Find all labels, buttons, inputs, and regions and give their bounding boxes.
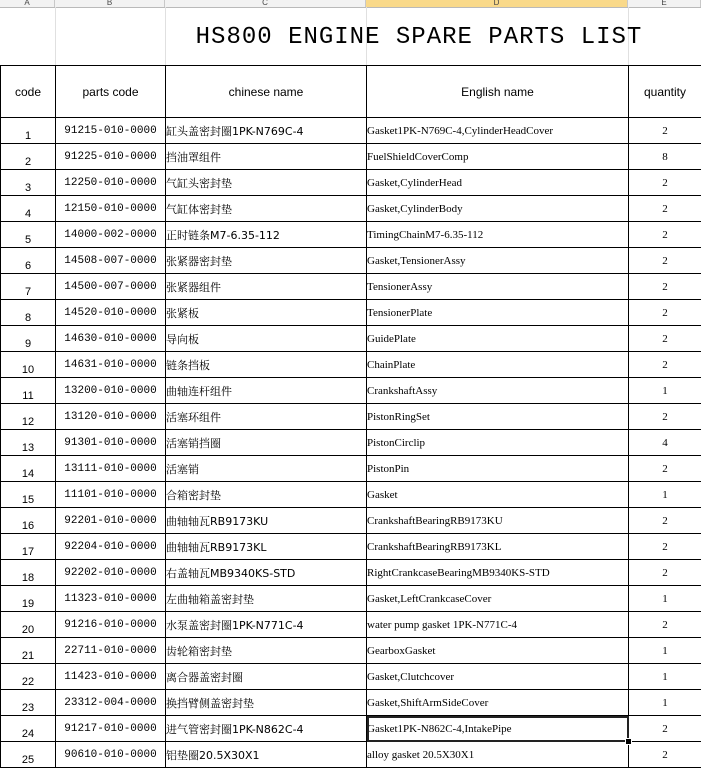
cell-code[interactable]: 11: [1, 378, 56, 404]
cell-chinese-name[interactable]: 挡油罩组件: [166, 144, 367, 170]
table-row: [1, 612, 701, 638]
cell-code[interactable]: 3: [1, 170, 56, 196]
cell-quantity[interactable]: 2: [629, 196, 701, 222]
cell-chinese-name[interactable]: 链条挡板: [166, 352, 367, 378]
cell-parts-code[interactable]: 11323-010-0000: [56, 586, 166, 612]
cell-code[interactable]: 13: [1, 430, 56, 456]
cell-parts-code[interactable]: 14631-010-0000: [56, 352, 166, 378]
cell-english-name[interactable]: GearboxGasket: [367, 638, 629, 664]
cell-parts-code[interactable]: 90610-010-0000: [56, 742, 166, 768]
cell-english-name[interactable]: Gasket,ShiftArmSideCover: [367, 690, 629, 716]
cell-code[interactable]: 23: [1, 690, 56, 716]
cell-quantity[interactable]: 2: [629, 300, 701, 326]
cell-english-name[interactable]: ChainPlate: [367, 352, 629, 378]
column-letter-b[interactable]: B: [55, 0, 165, 7]
cell-english-name[interactable]: CrankshaftBearingRB9173KL: [367, 534, 629, 560]
cell-code[interactable]: 7: [1, 274, 56, 300]
cell-english-name[interactable]: water pump gasket 1PK-N771C-4: [367, 612, 629, 638]
cell-quantity[interactable]: 1: [629, 586, 701, 612]
cell-parts-code[interactable]: 22711-010-0000: [56, 638, 166, 664]
table-row: [1, 586, 701, 612]
column-letter-c[interactable]: C: [165, 0, 366, 7]
header-row: [1, 66, 701, 118]
table-row: [1, 274, 701, 300]
cell-code[interactable]: 10: [1, 352, 56, 378]
cell-parts-code[interactable]: 91301-010-0000: [56, 430, 166, 456]
cell-chinese-name[interactable]: 齿轮箱密封垫: [166, 638, 367, 664]
cell-chinese-name[interactable]: 水泵盖密封圈1PK-N771C-4: [166, 612, 367, 638]
cell-english-name[interactable]: Gasket,Clutchcover: [367, 664, 629, 690]
table-row: [1, 638, 701, 664]
cell-parts-code[interactable]: 91216-010-0000: [56, 612, 166, 638]
cell-english-name[interactable]: Gasket: [367, 482, 629, 508]
cell-chinese-name[interactable]: 导向板: [166, 326, 367, 352]
cell-english-name[interactable]: Gasket,CylinderBody: [367, 196, 629, 222]
cell-chinese-name[interactable]: 右盖轴瓦MB9340KS-STD: [166, 560, 367, 586]
cell-parts-code[interactable]: 13111-010-0000: [56, 456, 166, 482]
cell-english-name[interactable]: PistonCirclip: [367, 430, 629, 456]
table-row: [1, 378, 701, 404]
header-parts-code[interactable]: parts code: [56, 66, 166, 118]
cell-quantity[interactable]: 8: [629, 144, 701, 170]
table-row: [1, 196, 701, 222]
cell-parts-code[interactable]: 23312-004-0000: [56, 690, 166, 716]
cell-chinese-name[interactable]: 张紧器密封垫: [166, 248, 367, 274]
cell-quantity[interactable]: 2: [629, 612, 701, 638]
cell-code[interactable]: 2: [1, 144, 56, 170]
cell-quantity[interactable]: 2: [629, 222, 701, 248]
cell-chinese-name[interactable]: 曲轴连杆组件: [166, 378, 367, 404]
table-row: [1, 144, 701, 170]
cell-code[interactable]: 25: [1, 742, 56, 768]
cell-chinese-name[interactable]: 左曲轴箱盖密封垫: [166, 586, 367, 612]
fill-handle[interactable]: [625, 738, 632, 745]
cell-english-name[interactable]: CrankshaftAssy: [367, 378, 629, 404]
cell-quantity[interactable]: 2: [629, 742, 701, 768]
cell-code[interactable]: 16: [1, 508, 56, 534]
cell-english-name[interactable]: PistonRingSet: [367, 404, 629, 430]
cell-code[interactable]: 18: [1, 560, 56, 586]
table-row: [1, 742, 701, 768]
cell-english-name[interactable]: Gasket1PK-N862C-4,IntakePipe: [367, 716, 629, 742]
cell-chinese-name[interactable]: 进气管密封圈1PK-N862C-4: [166, 716, 367, 742]
cell-english-name[interactable]: alloy gasket 20.5X30X1: [367, 742, 629, 768]
cell-parts-code[interactable]: 91217-010-0000: [56, 716, 166, 742]
cell-chinese-name[interactable]: 换挡臂侧盖密封垫: [166, 690, 367, 716]
cell-quantity[interactable]: 1: [629, 664, 701, 690]
cell-chinese-name[interactable]: 气缸头密封垫: [166, 170, 367, 196]
cell-code[interactable]: 17: [1, 534, 56, 560]
cell-chinese-name[interactable]: 铝垫圈20.5X30X1: [166, 742, 367, 768]
cell-quantity[interactable]: 2: [629, 534, 701, 560]
cell-quantity[interactable]: 2: [629, 274, 701, 300]
table-row: [1, 560, 701, 586]
cell-quantity[interactable]: 2: [629, 560, 701, 586]
cell-code[interactable]: 6: [1, 248, 56, 274]
header-quantity[interactable]: quantity: [629, 66, 701, 118]
table-row: [1, 118, 701, 144]
cell-quantity[interactable]: 1: [629, 690, 701, 716]
cell-parts-code[interactable]: 92201-010-0000: [56, 508, 166, 534]
title-row: [0, 7, 701, 66]
cell-code[interactable]: 5: [1, 222, 56, 248]
cell-chinese-name[interactable]: 气缸体密封垫: [166, 196, 367, 222]
parts-table: [0, 65, 701, 768]
cell-english-name[interactable]: FuelShieldCoverComp: [367, 144, 629, 170]
cell-code[interactable]: 22: [1, 664, 56, 690]
cell-english-name[interactable]: CrankshaftBearingRB9173KU: [367, 508, 629, 534]
cell-quantity[interactable]: 2: [629, 170, 701, 196]
cell-quantity[interactable]: 1: [629, 638, 701, 664]
cell-quantity[interactable]: 2: [629, 248, 701, 274]
cell-english-name[interactable]: PistonPin: [367, 456, 629, 482]
cell-parts-code[interactable]: 14000-002-0000: [56, 222, 166, 248]
cell-parts-code[interactable]: 11423-010-0000: [56, 664, 166, 690]
table-row: [1, 326, 701, 352]
cell-quantity[interactable]: 2: [629, 352, 701, 378]
cell-parts-code[interactable]: 12250-010-0000: [56, 170, 166, 196]
cell-parts-code[interactable]: 91225-010-0000: [56, 144, 166, 170]
table-row: [1, 352, 701, 378]
table-row: [1, 404, 701, 430]
cell-parts-code[interactable]: 14500-007-0000: [56, 274, 166, 300]
table-row: [1, 222, 701, 248]
cell-quantity[interactable]: 2: [629, 118, 701, 144]
cell-quantity[interactable]: 1: [629, 482, 701, 508]
cell-quantity[interactable]: 2: [629, 326, 701, 352]
header-chinese-name[interactable]: chinese name: [166, 66, 367, 118]
cell-parts-code[interactable]: 12150-010-0000: [56, 196, 166, 222]
cell-english-name[interactable]: TimingChainM7-6.35-112: [367, 222, 629, 248]
cell-chinese-name[interactable]: 正时链条M7-6.35-112: [166, 222, 367, 248]
column-letter-d[interactable]: D: [366, 0, 628, 7]
cell-code[interactable]: 12: [1, 404, 56, 430]
cell-parts-code[interactable]: 91215-010-0000: [56, 118, 166, 144]
cell-chinese-name[interactable]: 张紧器组件: [166, 274, 367, 300]
table-row: [1, 456, 701, 482]
cell-parts-code[interactable]: 14508-007-0000: [56, 248, 166, 274]
cell-code[interactable]: 15: [1, 482, 56, 508]
cell-chinese-name[interactable]: 离合器盖密封圈: [166, 664, 367, 690]
header-english-name[interactable]: English name: [367, 66, 629, 118]
cell-parts-code[interactable]: 92202-010-0000: [56, 560, 166, 586]
header-code[interactable]: code: [1, 66, 56, 118]
cell-code[interactable]: 4: [1, 196, 56, 222]
cell-quantity[interactable]: 2: [629, 404, 701, 430]
table-row: [1, 716, 701, 742]
cell-chinese-name[interactable]: 曲轴轴瓦RB9173KU: [166, 508, 367, 534]
table-row: [1, 534, 701, 560]
cell-english-name[interactable]: TensionerPlate: [367, 300, 629, 326]
column-letter-a[interactable]: A: [0, 0, 55, 7]
cell-quantity[interactable]: 4: [629, 430, 701, 456]
cell-code[interactable]: 19: [1, 586, 56, 612]
cell-code[interactable]: 14: [1, 456, 56, 482]
cell-english-name[interactable]: Gasket1PK-N769C-4,CylinderHeadCover: [367, 118, 629, 144]
cell-chinese-name[interactable]: 活塞销挡圈: [166, 430, 367, 456]
cell-quantity[interactable]: 1: [629, 378, 701, 404]
table-row: [1, 664, 701, 690]
cell-code[interactable]: 21: [1, 638, 56, 664]
cell-code[interactable]: 24: [1, 716, 56, 742]
table-row: [1, 170, 701, 196]
cell-code[interactable]: 9: [1, 326, 56, 352]
cell-english-name[interactable]: Gasket,LeftCrankcaseCover: [367, 586, 629, 612]
cell-quantity[interactable]: 2: [629, 456, 701, 482]
cell-quantity[interactable]: 2: [629, 508, 701, 534]
table-row: [1, 482, 701, 508]
cell-parts-code[interactable]: 92204-010-0000: [56, 534, 166, 560]
cell-english-name[interactable]: GuidePlate: [367, 326, 629, 352]
cell-chinese-name[interactable]: 活塞环组件: [166, 404, 367, 430]
cell-code[interactable]: 20: [1, 612, 56, 638]
cell-chinese-name[interactable]: 缸头盖密封圈1PK-N769C-4: [166, 118, 367, 144]
cell-parts-code[interactable]: 13200-010-0000: [56, 378, 166, 404]
sheet-title[interactable]: HS800 ENGINE SPARE PARTS LIST: [195, 24, 643, 51]
table-row: [1, 300, 701, 326]
table-row: [1, 690, 701, 716]
table-row: [1, 248, 701, 274]
cell-parts-code[interactable]: 14630-010-0000: [56, 326, 166, 352]
table-row: [1, 430, 701, 456]
cell-code[interactable]: 1: [1, 118, 56, 144]
cell-chinese-name[interactable]: 活塞销: [166, 456, 367, 482]
cell-english-name[interactable]: Gasket,TensionerAssy: [367, 248, 629, 274]
cell-quantity[interactable]: 2: [629, 716, 701, 742]
cell-english-name[interactable]: Gasket,CylinderHead: [367, 170, 629, 196]
table-row: [1, 508, 701, 534]
cell-parts-code[interactable]: 11101-010-0000: [56, 482, 166, 508]
cell-chinese-name[interactable]: 合箱密封垫: [166, 482, 367, 508]
cell-parts-code[interactable]: 14520-010-0000: [56, 300, 166, 326]
cell-parts-code[interactable]: 13120-010-0000: [56, 404, 166, 430]
column-letter-e[interactable]: E: [628, 0, 701, 7]
cell-code[interactable]: 8: [1, 300, 56, 326]
cell-english-name[interactable]: RightCrankcaseBearingMB9340KS-STD: [367, 560, 629, 586]
cell-english-name[interactable]: TensionerAssy: [367, 274, 629, 300]
cell-chinese-name[interactable]: 张紧板: [166, 300, 367, 326]
cell-chinese-name[interactable]: 曲轴轴瓦RB9173KL: [166, 534, 367, 560]
